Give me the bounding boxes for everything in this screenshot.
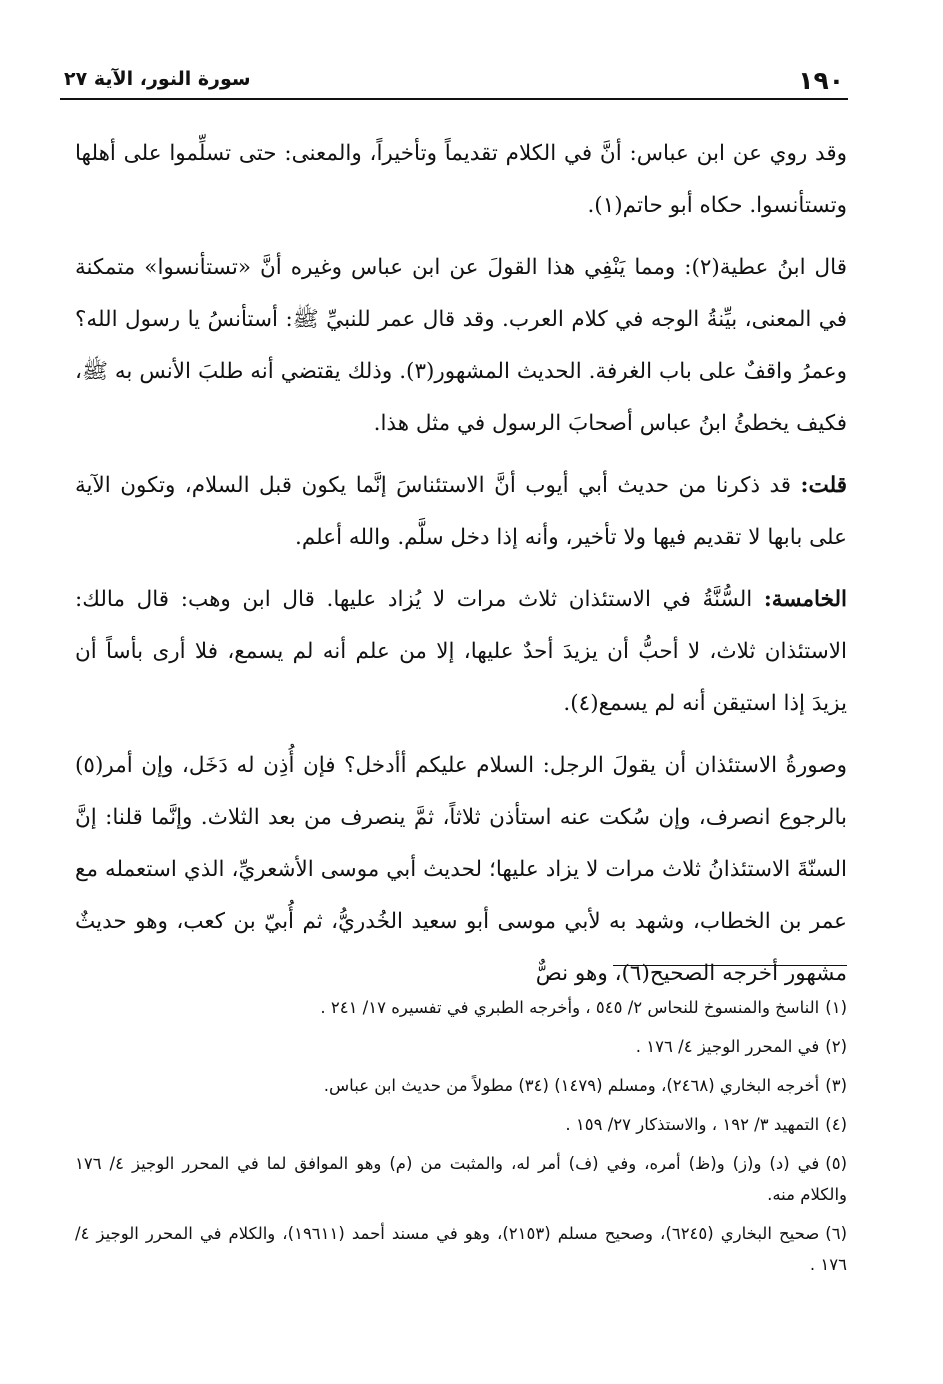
footnote-text: التمهيد ٣/ ١٩٢ ، والاستذكار ٢٧/ ١٥٩ .	[565, 1115, 820, 1134]
footnote-text: في (د) و(ز) و(ظ) أمره، وفي (ف) أمر له، والمثبت من (م) وهو الموافق لما في المحرر الوجيز ٤/ ١٧٦ والكلام منه.	[75, 1154, 847, 1204]
paragraph-text: قد ذكرنا من حديث أبي أيوب أنَّ الاستئناسَ إنَّما يكون قبل السلام، وتكون الآية على بابها لا تقديم فيها ولا تأخير، وأنه إذا دخل سلَّم. والله أعلم.	[75, 473, 847, 550]
footnote	[75, 1109, 847, 1140]
footnote-number: (٣)	[825, 1076, 847, 1095]
footnote	[75, 1148, 847, 1210]
paragraph	[75, 242, 847, 450]
footnote-number: (٤)	[825, 1115, 847, 1134]
paragraph-lead: الخامسة:	[763, 587, 847, 612]
footnote	[75, 1031, 847, 1062]
footnote-text: الناسخ والمنسوخ للنحاس ٢/ ٥٤٥ ، وأخرجه الطبري في تفسيره ١٧/ ٢٤١ .	[320, 998, 820, 1017]
footnote-text: صحيح البخاري (٦٢٤٥)، وصحيح مسلم (٢١٥٣)، وهو في مسند أحمد (١٩٦١١)، والكلام في المحرر الوجيز ٤/ ١٧٦ .	[75, 1224, 847, 1274]
footnote-number: (٥)	[825, 1154, 847, 1173]
footnote-number: (٢)	[825, 1037, 847, 1056]
footnote-number: (١)	[825, 998, 847, 1017]
paragraph	[75, 740, 847, 1000]
paragraph	[75, 574, 847, 730]
footnotes	[75, 992, 847, 1288]
paragraph-text: قال ابنُ عطية(٢): ومما يَنْفِي هذا القولَ عن ابن عباس وغيره أنَّ «تستأنسوا» متمكنة في المعنى، بيِّنةُ الوجه في كلام العرب. وقد قال عمر للنبيِّ ﷺ: أستأنسُ يا رسول الله؟ وعمرُ واقفٌ على باب الغرفة. الحديث المشهور(٣). وذلك يقتضي أنه طلبَ الأنس به ﷺ، فكيف يخطئُ ابنُ عباس أصحابَ الرسول في مثل هذا.	[75, 255, 847, 436]
footnote	[75, 1070, 847, 1101]
main-text	[75, 128, 847, 1010]
paragraph-lead: قلت:	[800, 473, 847, 498]
footnote-text: أخرجه البخاري (٢٤٦٨)، ومسلم (١٤٧٩) (٣٤) مطولاً من حديث ابن عباس.	[323, 1076, 820, 1095]
page-header	[60, 62, 848, 100]
paragraph-text: وصورةُ الاستئذان أن يقولَ الرجل: السلام عليكم أأدخل؟ فإن أُذِن له دَخَل، وإن أمر(٥) بالرجوع انصرف، وإن سُكت عنه استأذن ثلاثاً، ثمَّ ينصرف من بعد الثلاث. وإنَّما قلنا: إنَّ السنّةَ الاستئذانُ ثلاث مرات لا يزاد عليها؛ لحديث أبي موسى الأشعريِّ، الذي استعمله مع عمر بن الخطاب، وشهد به لأبي موسى أبو سعيد الخُدريُّ، ثم أُبيّ بن كعب، وهو حديثٌ مشهور أخرجه الصحيح(٦)، وهو نصٌّ	[75, 753, 847, 986]
paragraph-text: السُّنَّةُ في الاستئذان ثلاث مرات لا يُزاد عليها. قال ابن وهب: قال مالك: الاستئذان ثلاث، لا أحبُّ أن يزيدَ أحدٌ عليها، إلا من علم أنه لم يسمع، فلا أرى بأساً أن يزيدَ إذا استيقن أنه لم يسمع(٤).	[75, 587, 847, 716]
page-number: ١٩٠	[798, 66, 844, 95]
footnote-divider	[613, 965, 847, 966]
footnote	[75, 1218, 847, 1280]
paragraph	[75, 128, 847, 232]
paragraph	[75, 460, 847, 564]
paragraph-text: وقد روي عن ابن عباس: أنَّ في الكلام تقديماً وتأخيراً، والمعنى: حتى تسلِّموا على أهلها وتستأنسوا. حكاه أبو حاتم(١).	[75, 141, 847, 218]
footnote	[75, 992, 847, 1023]
running-title: سورة النور، الآية ٢٧	[64, 68, 251, 90]
footnote-number: (٦)	[825, 1224, 847, 1243]
footnote-text: في المحرر الوجيز ٤/ ١٧٦ .	[635, 1037, 820, 1056]
